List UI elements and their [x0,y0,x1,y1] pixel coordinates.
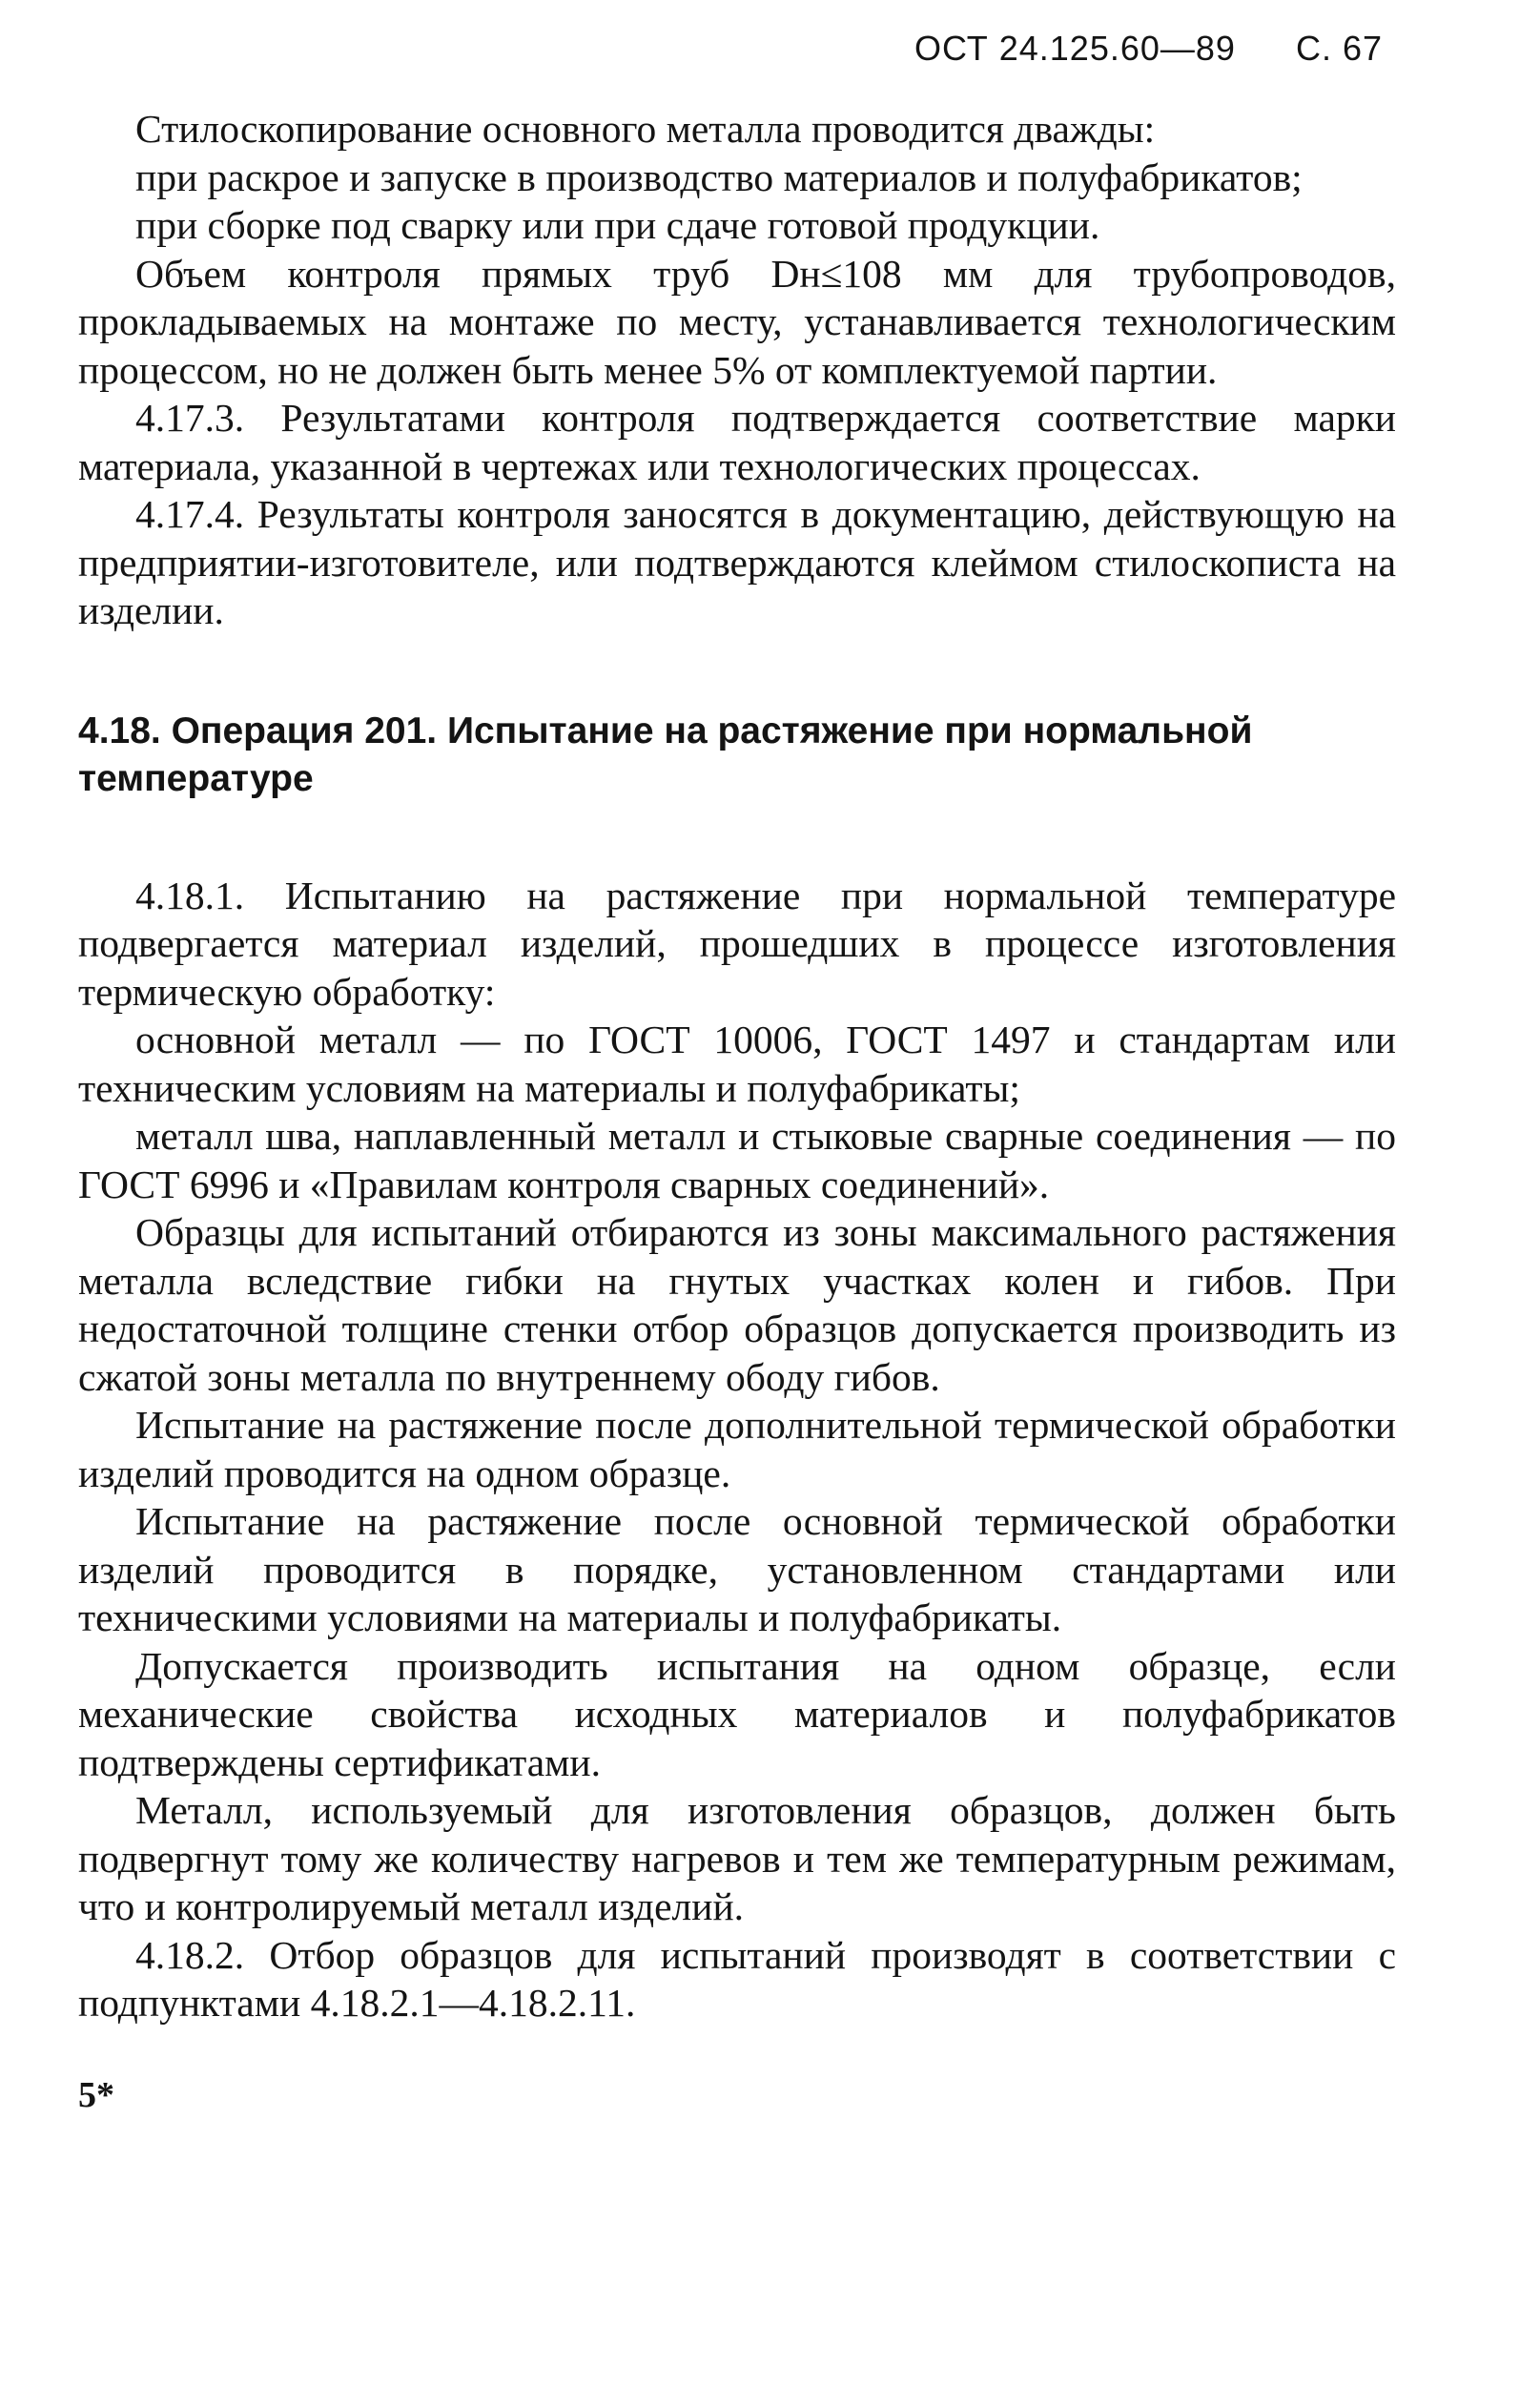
paragraph: Стилоскопирование основного металла проводится дважды: [135,107,1156,151]
list-item: при раскрое и запуске в производство материалов и полуфабрикатов; [135,154,1303,199]
paragraph: Испытание на растяжение после основной термической обработки изделий проводится в порядке, установленном стандартами или техническими условиями на материалы и полуфабрикаты. [78,1499,1396,1639]
section-heading: 4.18. Операция 201. Испытание на растяжение при нормальной температуре [78,710,1253,799]
clause-4-18-1: 4.18.1. Испытанию на растяжение при нормальной температуре подвергается материал изделий, прошедших в процессе изготовления термическую обработку: [78,873,1396,1014]
signature-mark: 5* [78,2075,114,2115]
list-item: основной металл — по ГОСТ 10006, ГОСТ 1497 и стандартам или техническим условиям на материалы и полуфабрикаты; [78,1018,1396,1110]
standard-number: ОСТ 24.125.60—89 [914,29,1236,68]
paragraph: Испытание на растяжение после дополнительной термической обработки изделий проводится на одном образце. [78,1403,1396,1495]
clause-4-18-2: 4.18.2. Отбор образцов для испытаний производят в соответствии с подпунктами 4.18.2.1—4.18.2.11. [78,1932,1396,2025]
page-header [914,29,1383,69]
page-number: С. 67 [1295,29,1383,68]
clause-4-17-4: 4.17.4. Результаты контроля заносятся в документацию, действующую на предприятии-изготовителе, или подтверждаются клеймом стилоскописта на изделии. [78,492,1396,632]
paragraph: Металл, используемый для изготовления образцов, должен быть подвергнут тому же количеству нагревов и тем же температурным режимам, что и контролируемый металл изделий. [78,1788,1396,1928]
clause-4-17-3: 4.17.3. Результатами контроля подтверждается соответствие марки материала, указанной в чертежах или технологических процессах. [78,396,1396,488]
paragraph: Объем контроля прямых труб Dн≤108 мм для трубопроводов, прокладываемых на монтаже по месту, устанавливается технологическим процессом, но не должен быть менее 5% от комплектуемой партии. [78,251,1396,392]
list-item: при сборке под сварку или при сдаче готовой продукции. [135,203,1100,247]
list-item: металл шва, наплавленный металл и стыковые сварные соединения — по ГОСТ 6996 и «Правилам контроля сварных соединений». [78,1114,1396,1206]
paragraph: Образцы для испытаний отбираются из зоны максимального растяжения металла вследствие гибки на гнутых участках колен и гибов. При недостаточной толщине стенки отбор образцов допускается производить из сжатой зоны металла по внутреннему ободу гибов. [78,1210,1396,1399]
paragraph: Допускается производить испытания на одном образце, если механические свойства исходных материалов и полуфабрикатов подтверждены сертификатами. [78,1643,1396,1784]
body-text [78,105,1396,2027]
